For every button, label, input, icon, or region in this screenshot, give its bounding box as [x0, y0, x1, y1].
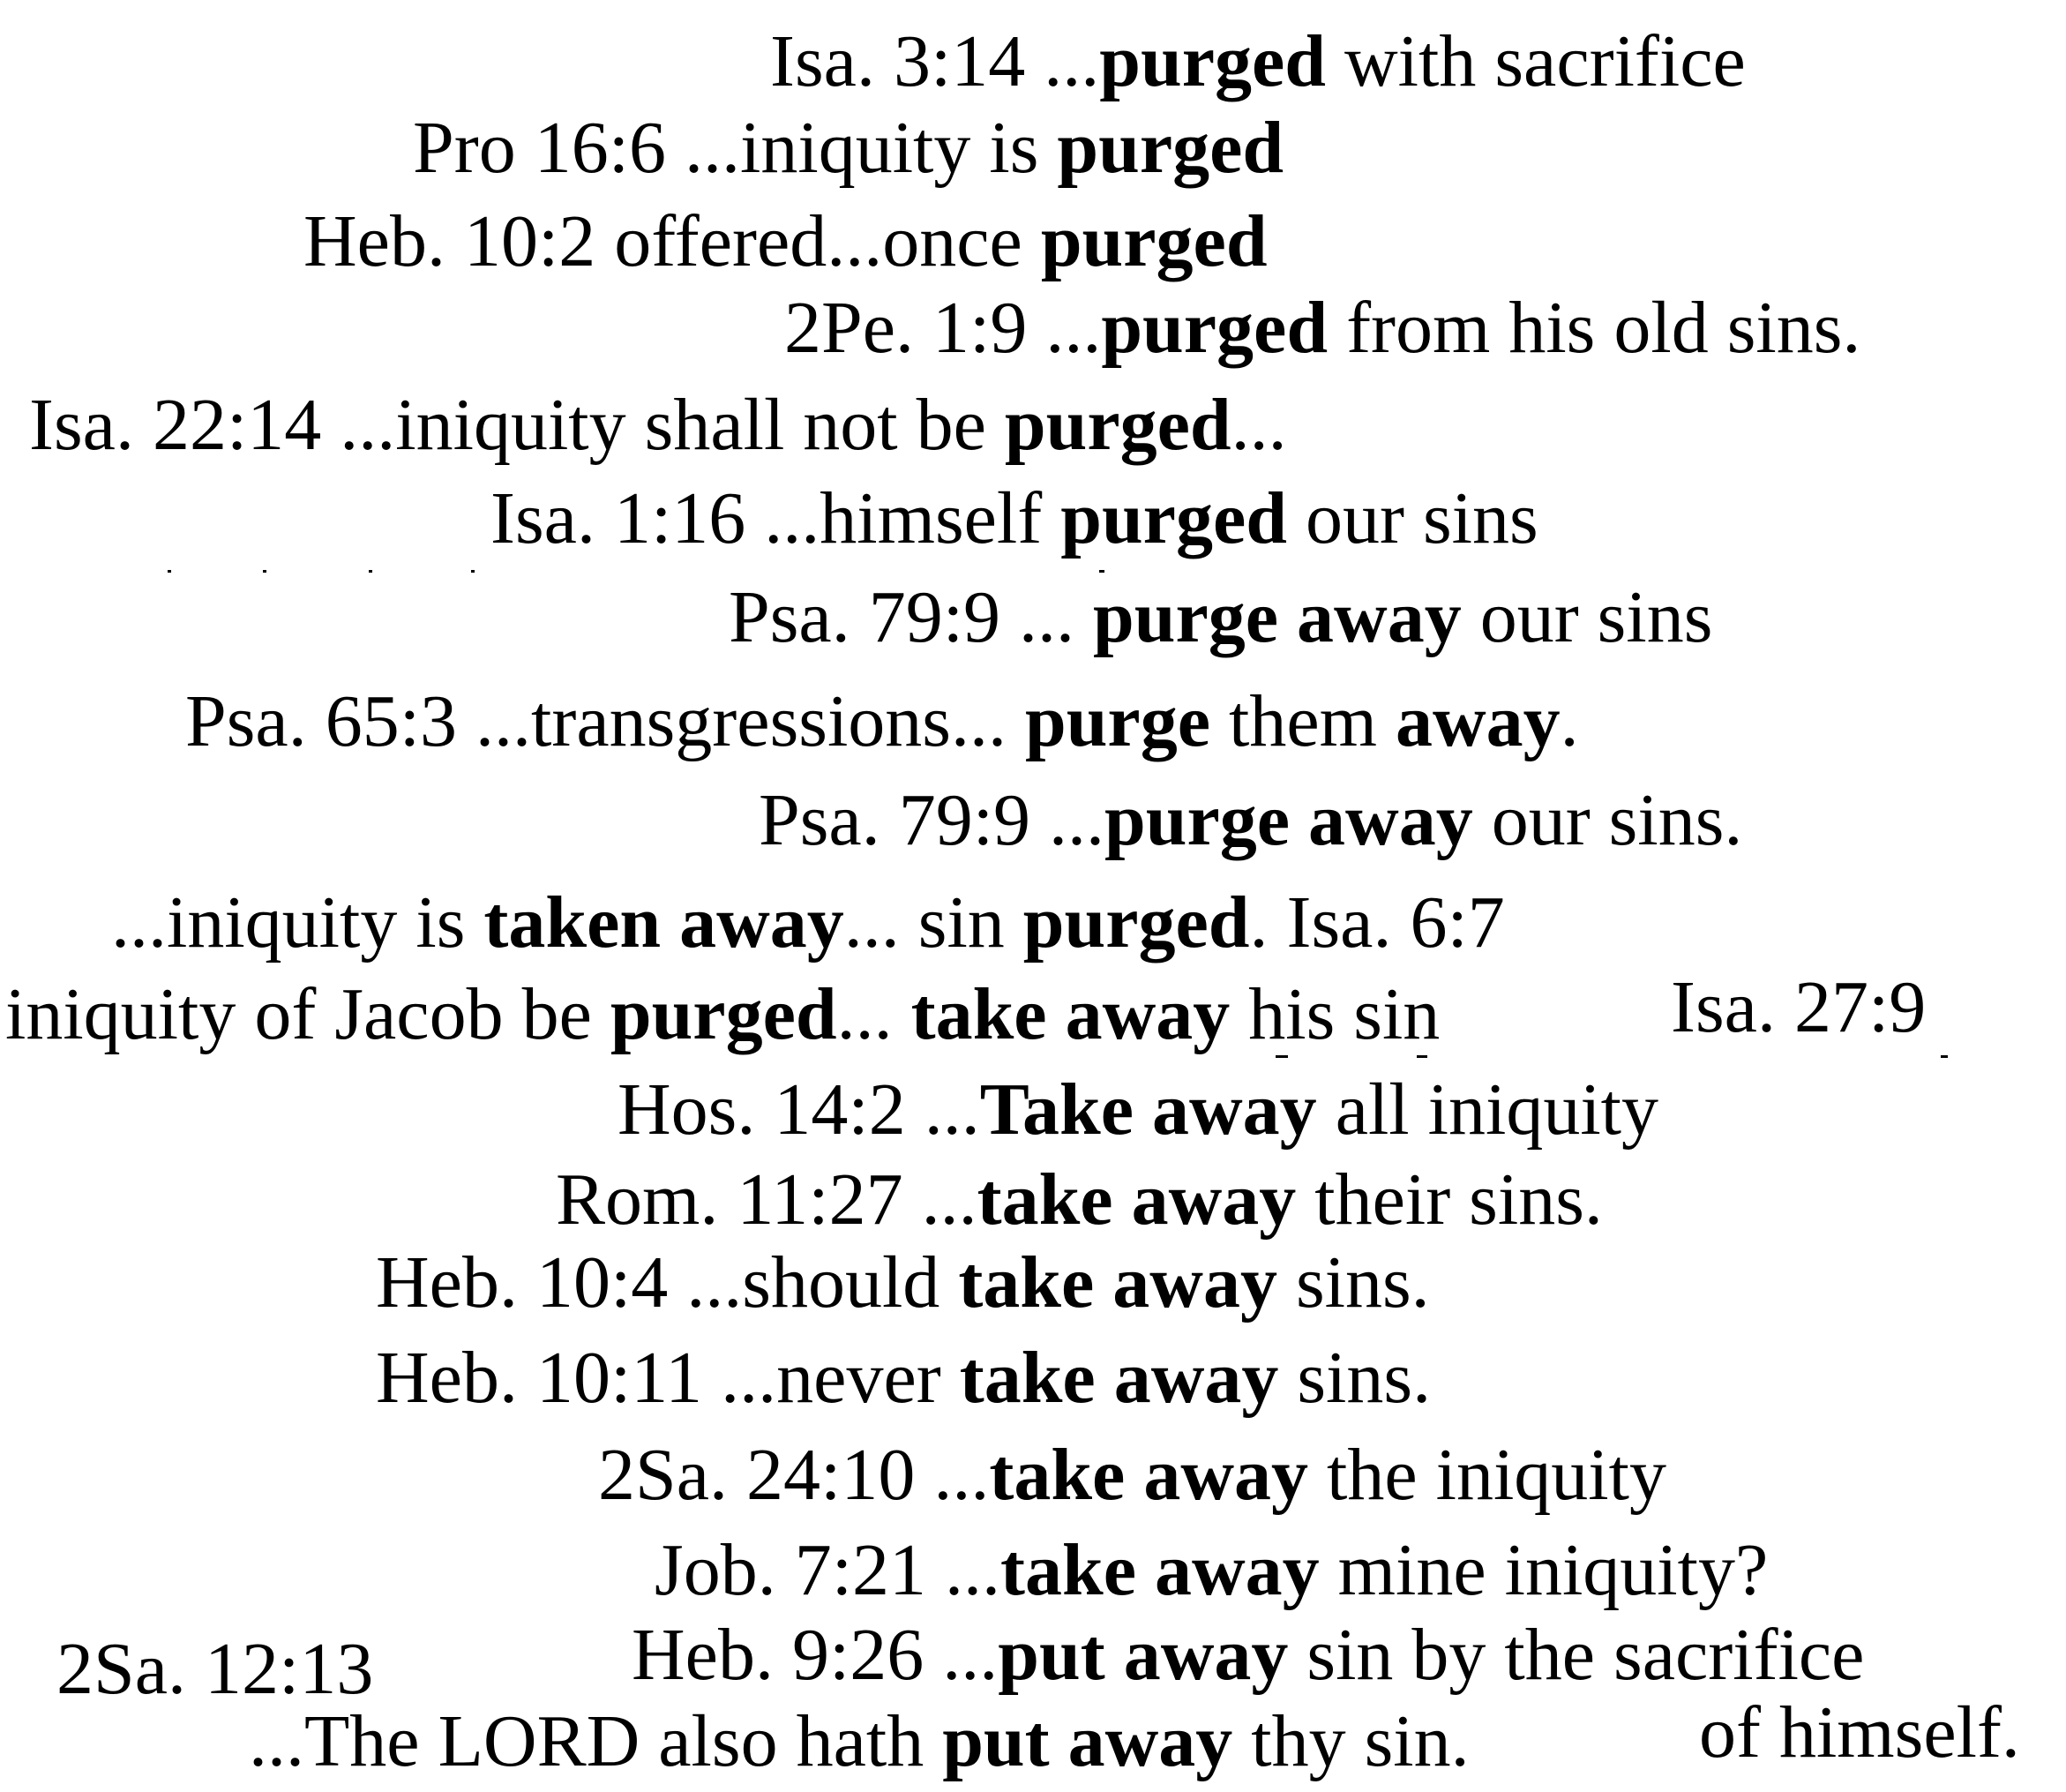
- verse-text: their sins.: [1296, 1158, 1603, 1241]
- verse-text: 2Sa. 12:13: [56, 1628, 374, 1710]
- verse-text: of himself.: [1699, 1691, 2020, 1773]
- verse-text: sin by the sacrifice: [1288, 1614, 1865, 1696]
- verse-text: our sins: [1461, 576, 1713, 658]
- emphasized-phrase: Take away: [979, 1068, 1317, 1151]
- verse-psa-79-9-a: [729, 576, 1713, 658]
- verse-text: 2Sa. 24:10 ...: [598, 1434, 990, 1516]
- emphasized-phrase: purged: [610, 973, 837, 1055]
- verse-text: ...: [836, 973, 911, 1055]
- emphasized-phrase: take away: [989, 1434, 1308, 1516]
- stray-mark: [1099, 570, 1104, 573]
- verse-text: thy sin.: [1232, 1700, 1470, 1782]
- emphasized-phrase: purged: [1060, 477, 1287, 559]
- verse-text: Pro 16:6 ...iniquity is: [413, 107, 1058, 189]
- emphasized-phrase: purge away: [1104, 779, 1473, 861]
- verse-text: mine iniquity?: [1319, 1529, 1769, 1611]
- verse-text: with sacrifice: [1326, 20, 1746, 102]
- emphasized-phrase: purge away: [1093, 576, 1462, 658]
- verse-isa-6-7: [111, 881, 1505, 963]
- emphasized-phrase: purged: [1004, 384, 1231, 466]
- verse-isa-27-9-ref: [1671, 966, 1927, 1048]
- verse-heb-9-26: [632, 1614, 1865, 1696]
- verse-text: . Isa. 6:7: [1249, 881, 1505, 963]
- verse-text: them: [1209, 680, 1396, 762]
- verse-text: Isa. 3:14 ...: [770, 20, 1100, 102]
- emphasized-phrase: purged: [1099, 20, 1327, 102]
- emphasized-phrase: take away: [910, 973, 1231, 1055]
- stray-mark: [1417, 1055, 1427, 1058]
- verse-isa-1-16: [490, 477, 1538, 559]
- verse-text: all iniquity: [1316, 1068, 1658, 1151]
- verse-2sa-12-13-ref: [56, 1628, 374, 1710]
- verse-text: Isa. 22:14 ...iniquity shall not be: [29, 384, 1005, 466]
- emphasized-phrase: take away: [977, 1158, 1297, 1241]
- verse-text: Isa. 1:16 ...himself: [490, 477, 1061, 559]
- verse-text: Psa. 79:9 ...: [729, 576, 1094, 658]
- verse-text: our sins.: [1472, 779, 1743, 861]
- verse-text: his sin: [1230, 973, 1441, 1055]
- stray-mark: [263, 570, 266, 573]
- verse-heb-10-2: [303, 200, 1268, 282]
- verse-text: Heb. 10:11 ...never: [376, 1337, 960, 1419]
- verse-text: 2Pe. 1:9 ...: [784, 287, 1102, 369]
- verse-text: ... sin: [843, 881, 1023, 963]
- verse-text: ...The LORD also hath: [249, 1700, 943, 1782]
- emphasized-phrase: take away: [959, 1337, 1279, 1419]
- verse-text: Hos. 14:2 ...: [618, 1068, 980, 1151]
- verse-text: iniquity of Jacob be: [5, 973, 610, 1055]
- verse-text: ...: [1231, 384, 1287, 466]
- verse-text: sins.: [1278, 1337, 1432, 1419]
- emphasized-phrase: purged: [1022, 881, 1250, 963]
- stray-mark: [1941, 1055, 1948, 1058]
- verse-text: Heb. 10:4 ...should: [376, 1241, 959, 1323]
- verse-text: Isa. 27:9: [1671, 966, 1927, 1048]
- verse-2pe-1-9: [784, 287, 1861, 369]
- emphasized-phrase: take away: [958, 1241, 1277, 1323]
- verse-text: Psa. 65:3 ...transgressions...: [185, 680, 1025, 762]
- stray-mark: [168, 570, 171, 573]
- emphasized-phrase: purge: [1024, 680, 1210, 762]
- verse-psa-79-9-b: [759, 779, 1743, 861]
- emphasized-phrase: away: [1395, 680, 1561, 762]
- verse-job-7-21: [655, 1529, 1769, 1611]
- verse-pro-16-6: [413, 107, 1284, 189]
- verse-text: the iniquity: [1307, 1434, 1666, 1516]
- verse-isa-27-9-text: [5, 973, 1441, 1055]
- verse-text: our sins: [1286, 477, 1538, 559]
- emphasized-phrase: put away: [942, 1700, 1233, 1782]
- verse-text: Heb. 10:2 offered...once: [303, 200, 1041, 282]
- verse-isa-22-14: [29, 384, 1287, 466]
- stray-mark: [471, 570, 475, 573]
- emphasized-phrase: purged: [1057, 107, 1284, 189]
- verse-heb-10-11: [376, 1337, 1432, 1419]
- verse-heb-10-4: [376, 1241, 1430, 1323]
- emphasized-phrase: purged: [1040, 200, 1268, 282]
- emphasized-phrase: purged: [1101, 287, 1329, 369]
- emphasized-phrase: put away: [998, 1614, 1289, 1696]
- verse-text: Psa. 79:9 ...: [759, 779, 1105, 861]
- verse-isa-3-14: [770, 20, 1746, 102]
- verse-hos-14-2: [618, 1068, 1658, 1151]
- stray-mark: [1276, 1055, 1288, 1058]
- verse-text: from his old sins.: [1328, 287, 1861, 369]
- verse-text: Job. 7:21 ...: [655, 1529, 1001, 1611]
- emphasized-phrase: taken away: [483, 881, 844, 963]
- verse-text: sins.: [1276, 1241, 1430, 1323]
- emphasized-phrase: take away: [1000, 1529, 1320, 1611]
- verse-text: ...iniquity is: [111, 881, 484, 963]
- verse-text: Heb. 9:26 ...: [632, 1614, 999, 1696]
- verse-2sa-12-13-text: [249, 1700, 1470, 1782]
- verse-psa-65-3: [185, 680, 1579, 762]
- verse-rom-11-27: [556, 1158, 1603, 1241]
- verse-text: .: [1560, 680, 1579, 762]
- stray-mark: [369, 570, 372, 573]
- verse-heb-9-26-cont: [1699, 1691, 2020, 1773]
- verse-text: Rom. 11:27 ...: [556, 1158, 977, 1241]
- verse-2sa-24-10: [598, 1434, 1666, 1516]
